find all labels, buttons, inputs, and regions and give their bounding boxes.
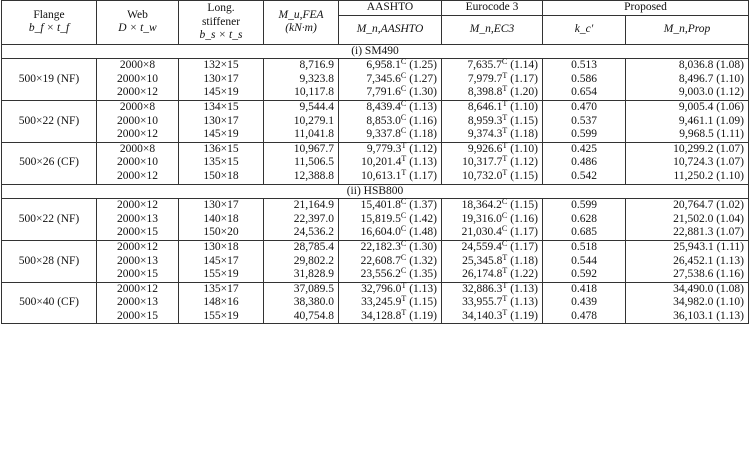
ec3-cell-ratio: (1.18) (510, 254, 538, 267)
aashto-cell-value: 9,337.8 (366, 128, 401, 141)
aashto-cell-value: 15,401.8 (360, 199, 401, 212)
table-row (2, 255, 749, 269)
mu-fea-cell: 11,506.5 (264, 156, 339, 170)
mu-fea-cell: 12,388.8 (264, 170, 339, 184)
aashto-cell-ratio: (1.12) (409, 142, 437, 155)
ec3-cell (442, 128, 543, 142)
web-header-sub: D × t_w (118, 22, 157, 35)
stiffener-cell: 135×15 (179, 156, 264, 170)
flange-cell: 500×40 (CF) (2, 282, 97, 324)
aashto-cell-mode: C (400, 210, 407, 220)
mu-fea-cell: 11,041.8 (264, 128, 339, 142)
ec3-cell (442, 240, 543, 254)
mu-fea-cell: 8,716.9 (264, 59, 339, 73)
table-row (2, 128, 749, 142)
proposed-header: Proposed (543, 1, 749, 16)
kc-cell: 0.470 (543, 100, 626, 114)
ec3-cell-value: 10,732.0 (462, 169, 503, 182)
ec3-cell-mode: T (502, 98, 508, 108)
kc-cell: 0.586 (543, 73, 626, 87)
mu-fea-cell: 22,397.0 (264, 213, 339, 227)
ec3-cell (442, 142, 543, 156)
ec3-cell-value: 32,886.3 (462, 282, 503, 295)
ec3-cell-value: 18,364.2 (461, 199, 502, 212)
stiffener-cell: 145×17 (179, 255, 264, 269)
ec3-cell (442, 70, 543, 87)
ec3-cell-mode: T (502, 307, 508, 317)
stiffener-cell: 134×15 (179, 100, 264, 114)
flange-cell: 500×19 (NF) (2, 59, 97, 101)
aashto-cell (339, 307, 442, 324)
aashto-cell-value: 10,201.4 (361, 156, 402, 169)
web-cell: 2000×13 (97, 255, 179, 269)
section-row (2, 184, 749, 199)
stiffener-header-sub: b_s × t_s (199, 29, 243, 42)
ec3-cell-value: 8,959.3 (467, 114, 503, 127)
table-row (2, 296, 749, 310)
mn-prop-cell: 10,299.2 (1.07) (626, 142, 749, 156)
ec3-cell (442, 282, 543, 296)
aashto-cell-mode: C (400, 238, 407, 248)
ec3-cell (442, 296, 543, 310)
aashto-cell-value: 15,819.5 (360, 212, 401, 225)
mn-prop-cell: 36,103.1 (1.13) (626, 310, 749, 324)
aashto-cell-ratio: (1.42) (409, 212, 437, 225)
web-header-label: Web (127, 8, 148, 21)
web-cell: 2000×10 (97, 115, 179, 129)
table-row (2, 310, 749, 324)
kc-cell: 0.542 (543, 170, 626, 184)
ec3-cell (442, 167, 543, 184)
mu-fea-cell: 29,802.2 (264, 255, 339, 269)
aashto-cell-mode: T (401, 280, 407, 290)
aashto-cell (339, 268, 442, 282)
ec3-cell-value: 25,345.8 (462, 254, 503, 267)
aashto-cell-mode: C (400, 252, 407, 262)
ec3-cell-mode: C (501, 57, 508, 67)
aashto-cell (339, 296, 442, 310)
aashto-cell-ratio: (1.30) (409, 86, 437, 99)
aashto-cell-ratio: (1.15) (409, 296, 437, 309)
ec3-cell-ratio: (1.17) (510, 226, 538, 239)
web-cell: 2000×13 (97, 213, 179, 227)
mn-prop-cell: 26,452.1 (1.13) (626, 255, 749, 269)
web-header (97, 1, 179, 45)
mn-prop-cell: 8,496.7 (1.10) (626, 73, 749, 87)
kc-cell: 0.628 (543, 213, 626, 227)
table-row (2, 156, 749, 170)
section-title: (ii) HSB800 (2, 184, 749, 199)
web-cell: 2000×15 (97, 310, 179, 324)
mn-prop-cell: 9,968.5 (1.11) (626, 128, 749, 142)
aashto-cell-mode: T (401, 154, 407, 164)
ec3-cell-ratio: (1.14) (510, 59, 538, 72)
table-row (2, 199, 749, 213)
aashto-cell-ratio: (1.13) (409, 156, 437, 169)
mn-prop-cell: 11,250.2 (1.10) (626, 170, 749, 184)
aashto-cell-value: 9,779.3 (366, 142, 402, 155)
ec3-cell (442, 59, 543, 73)
aashto-cell-mode: C (400, 84, 407, 94)
ec3-cell-mode: T (502, 126, 508, 136)
web-cell: 2000×8 (97, 59, 179, 73)
aashto-cell (339, 128, 442, 142)
web-cell: 2000×10 (97, 156, 179, 170)
web-cell: 2000×12 (97, 86, 179, 100)
ec3-cell-value: 9,374.3 (467, 128, 503, 141)
table-row (2, 213, 749, 227)
ec3-cell-mode: T (502, 167, 508, 177)
ec3-cell-ratio: (1.15) (510, 169, 538, 182)
aashto-cell (339, 100, 442, 114)
stiffener-cell: 135×17 (179, 282, 264, 296)
aashto-cell-ratio: (1.30) (409, 240, 437, 253)
mu-fea-cell: 10,279.1 (264, 115, 339, 129)
aashto-cell (339, 59, 442, 73)
aashto-cell-value: 16,604.0 (360, 226, 401, 239)
ec3-cell-mode: T (502, 252, 508, 262)
aashto-cell-mode: T (401, 307, 407, 317)
mu-fea-header (264, 1, 339, 45)
flange-header (2, 1, 97, 45)
flange-cell: 500×26 (CF) (2, 142, 97, 184)
stiffener-cell: 150×18 (179, 170, 264, 184)
web-cell: 2000×15 (97, 268, 179, 282)
aashto-cell-mode: C (400, 224, 407, 234)
ec3-cell-ratio: (1.10) (510, 142, 538, 155)
aashto-cell (339, 210, 442, 227)
kc-cell: 0.478 (543, 310, 626, 324)
eurocode-sub-header: M_n,EC3 (442, 15, 543, 44)
table-row (2, 226, 749, 240)
mu-fea-cell: 9,544.4 (264, 100, 339, 114)
ec3-cell-mode: T (502, 266, 508, 276)
table-row (2, 268, 749, 282)
aashto-cell-value: 8,853.0 (366, 114, 401, 127)
ec3-cell-ratio: (1.12) (510, 156, 538, 169)
table-row (2, 282, 749, 296)
web-cell: 2000×8 (97, 142, 179, 156)
aashto-cell-mode: T (401, 140, 407, 150)
aashto-cell-ratio: (1.37) (409, 199, 437, 212)
aashto-sub-header: M_n,AASHTO (339, 15, 442, 44)
ec3-cell-mode: T (502, 280, 508, 290)
flange-cell: 500×22 (NF) (2, 100, 97, 142)
flange-cell: 500×28 (NF) (2, 240, 97, 282)
mn-prop-cell: 21,502.0 (1.04) (626, 213, 749, 227)
aashto-cell-mode: T (401, 167, 407, 177)
table-row (2, 73, 749, 87)
web-cell: 2000×10 (97, 73, 179, 87)
stiffener-cell: 145×19 (179, 128, 264, 142)
kc-cell: 0.439 (543, 296, 626, 310)
stiffener-cell: 130×17 (179, 73, 264, 87)
aashto-cell-value: 22,182.3 (360, 240, 401, 253)
ec3-cell (442, 100, 543, 114)
table-row (2, 59, 749, 73)
aashto-cell (339, 70, 442, 87)
flange-header-label: Flange (33, 8, 65, 21)
aashto-cell-mode: C (400, 98, 407, 108)
ec3-cell-value: 21,030.4 (461, 226, 502, 239)
mu-fea-cell: 10,117.8 (264, 86, 339, 100)
mu-fea-cell: 37,089.5 (264, 282, 339, 296)
web-cell: 2000×12 (97, 170, 179, 184)
ec3-cell-ratio: (1.22) (510, 268, 538, 281)
ec3-cell-ratio: (1.15) (510, 114, 538, 127)
kc-cell: 0.486 (543, 156, 626, 170)
ec3-cell-value: 34,140.3 (462, 309, 503, 322)
ec3-cell (442, 252, 543, 269)
aashto-cell-mode: C (400, 197, 407, 207)
stiffener-cell: 130×17 (179, 199, 264, 213)
aashto-cell (339, 199, 442, 213)
kc-cell: 0.425 (543, 142, 626, 156)
ec3-cell-ratio: (1.20) (510, 86, 538, 99)
web-cell: 2000×12 (97, 199, 179, 213)
stiffener-cell: 140×18 (179, 213, 264, 227)
aashto-cell-ratio: (1.13) (409, 282, 437, 295)
aashto-cell-value: 10,613.1 (361, 169, 402, 182)
eurocode-header: Eurocode 3 (442, 1, 543, 16)
ec3-cell (442, 86, 543, 100)
aashto-cell-value: 6,958.1 (366, 59, 401, 72)
table-row (2, 240, 749, 254)
aashto-cell-ratio: (1.25) (409, 59, 437, 72)
kc-cell: 0.599 (543, 199, 626, 213)
aashto-cell-value: 33,245.9 (361, 296, 402, 309)
aashto-cell (339, 282, 442, 296)
mu-fea-cell: 10,967.7 (264, 142, 339, 156)
aashto-cell-ratio: (1.18) (409, 128, 437, 141)
aashto-cell (339, 112, 442, 129)
ec3-cell-ratio: (1.13) (510, 282, 538, 295)
ec3-cell-ratio: (1.18) (510, 128, 538, 141)
kc-cell: 0.518 (543, 240, 626, 254)
stiffener-cell: 145×19 (179, 86, 264, 100)
ec3-cell-value: 26,174.8 (462, 268, 503, 281)
aashto-cell-value: 8,439.4 (366, 100, 401, 113)
kc-cell: 0.418 (543, 282, 626, 296)
mn-prop-cell: 20,764.7 (1.02) (626, 199, 749, 213)
stiffener-cell: 130×17 (179, 115, 264, 129)
web-cell: 2000×15 (97, 226, 179, 240)
aashto-cell-mode: C (400, 70, 407, 80)
ec3-cell-mode: C (501, 197, 508, 207)
kc-header: k_c' (543, 15, 626, 44)
mn-prop-cell: 9,461.1 (1.09) (626, 115, 749, 129)
kc-cell: 0.544 (543, 255, 626, 269)
web-cell: 2000×8 (97, 100, 179, 114)
stiffener-cell: 155×19 (179, 310, 264, 324)
ec3-cell-ratio: (1.10) (510, 100, 538, 113)
ec3-cell-mode: C (501, 210, 508, 220)
kc-cell: 0.654 (543, 86, 626, 100)
aashto-header: AASHTO (339, 1, 442, 16)
ec3-cell-value: 7,979.7 (467, 72, 503, 85)
mn-prop-cell: 22,881.3 (1.07) (626, 226, 749, 240)
kc-cell: 0.685 (543, 226, 626, 240)
ec3-cell (442, 268, 543, 282)
ec3-cell (442, 199, 543, 213)
ec3-cell (442, 156, 543, 170)
aashto-cell-ratio: (1.16) (409, 114, 437, 127)
mn-prop-cell: 9,003.0 (1.12) (626, 86, 749, 100)
kc-cell: 0.592 (543, 268, 626, 282)
mu-fea-cell: 40,754.8 (264, 310, 339, 324)
aashto-cell-mode: C (400, 57, 407, 67)
mn-prop-cell: 27,538.6 (1.16) (626, 268, 749, 282)
ec3-cell-ratio: (1.19) (510, 309, 538, 322)
stiffener-cell: 155×19 (179, 268, 264, 282)
stiffener-cell: 130×18 (179, 240, 264, 254)
aashto-cell (339, 240, 442, 254)
ec3-cell-mode: C (501, 238, 508, 248)
ec3-cell-value: 10,317.7 (462, 156, 503, 169)
ec3-cell-mode: T (502, 112, 508, 122)
aashto-cell (339, 226, 442, 240)
mu-fea-cell: 24,536.2 (264, 226, 339, 240)
ec3-cell (442, 307, 543, 324)
aashto-cell (339, 86, 442, 100)
kc-cell: 0.537 (543, 115, 626, 129)
web-cell: 2000×12 (97, 240, 179, 254)
ec3-cell-ratio: (1.16) (510, 212, 538, 225)
stiffener-header-label: Long. stiffener (201, 1, 241, 28)
ec3-cell-value: 8,398.8 (467, 86, 503, 99)
table-row (2, 142, 749, 156)
stiffener-cell: 132×15 (179, 59, 264, 73)
ec3-cell (442, 112, 543, 129)
ec3-cell-mode: T (502, 294, 508, 304)
mn-prop-cell: 34,490.0 (1.08) (626, 282, 749, 296)
table-body (2, 44, 749, 324)
ec3-cell-mode: T (502, 154, 508, 164)
mn-prop-cell: 8,036.8 (1.08) (626, 59, 749, 73)
ec3-cell-value: 24,559.4 (461, 240, 502, 253)
ec3-cell-value: 19,316.0 (461, 212, 502, 225)
flange-cell: 500×22 (NF) (2, 199, 97, 241)
aashto-cell-mode: T (401, 294, 407, 304)
ec3-cell-ratio: (1.15) (510, 199, 538, 212)
aashto-cell-ratio: (1.48) (409, 226, 437, 239)
aashto-cell-value: 23,556.2 (360, 268, 401, 281)
aashto-cell-value: 7,791.6 (366, 86, 401, 99)
table-row (2, 100, 749, 114)
aashto-cell-ratio: (1.17) (409, 169, 437, 182)
table-row (2, 86, 749, 100)
aashto-cell-value: 34,128.8 (361, 309, 402, 322)
aashto-cell-value: 7,345.6 (366, 72, 401, 85)
mn-prop-cell: 9,005.4 (1.06) (626, 100, 749, 114)
aashto-cell (339, 142, 442, 156)
ec3-cell-ratio: (1.17) (510, 240, 538, 253)
ec3-cell-ratio: (1.13) (510, 296, 538, 309)
ec3-cell-mode: T (502, 70, 508, 80)
aashto-cell-ratio: (1.35) (409, 268, 437, 281)
mu-fea-cell: 38,380.0 (264, 296, 339, 310)
mn-prop-cell: 34,982.0 (1.10) (626, 296, 749, 310)
mn-prop-cell: 25,943.1 (1.11) (626, 240, 749, 254)
flange-header-sub: b_f × t_f (28, 22, 70, 35)
aashto-cell (339, 156, 442, 170)
ec3-cell-value: 7,635.7 (467, 59, 502, 72)
stiffener-cell: 148×16 (179, 296, 264, 310)
table-header (2, 1, 749, 45)
ec3-cell-ratio: (1.17) (510, 72, 538, 85)
stiffener-header (179, 1, 264, 45)
mn-prop-cell: 10,724.3 (1.07) (626, 156, 749, 170)
aashto-cell (339, 252, 442, 269)
ec3-cell (442, 226, 543, 240)
aashto-cell-ratio: (1.32) (409, 254, 437, 267)
mu-fea-header-label: M_u,FEA (278, 8, 324, 21)
aashto-cell-mode: C (400, 126, 407, 136)
ec3-cell (442, 210, 543, 227)
stiffener-cell: 150×20 (179, 226, 264, 240)
aashto-cell-mode: C (400, 112, 407, 122)
table-row (2, 170, 749, 184)
results-table (1, 0, 749, 324)
aashto-cell-ratio: (1.27) (409, 72, 437, 85)
mu-fea-cell: 31,828.9 (264, 268, 339, 282)
mn-prop-header: M_n,Prop (626, 15, 749, 44)
aashto-cell-ratio: (1.19) (409, 309, 437, 322)
section-row (2, 44, 749, 59)
ec3-cell-mode: T (502, 84, 508, 94)
mu-fea-cell: 28,785.4 (264, 240, 339, 254)
table-row (2, 115, 749, 129)
web-cell: 2000×12 (97, 128, 179, 142)
kc-cell: 0.513 (543, 59, 626, 73)
mu-fea-header-unit: (kN·m) (285, 22, 317, 35)
web-cell: 2000×12 (97, 282, 179, 296)
ec3-cell-mode: T (502, 140, 508, 150)
aashto-cell-mode: C (400, 266, 407, 276)
web-cell: 2000×13 (97, 296, 179, 310)
aashto-cell (339, 167, 442, 184)
ec3-cell-value: 9,926.6 (467, 142, 503, 155)
aashto-cell-value: 22,608.7 (360, 254, 401, 267)
aashto-cell-value: 32,796.0 (361, 282, 402, 295)
ec3-cell-mode: C (501, 224, 508, 234)
mu-fea-cell: 21,164.9 (264, 199, 339, 213)
mu-fea-cell: 9,323.8 (264, 73, 339, 87)
kc-cell: 0.599 (543, 128, 626, 142)
section-title: (i) SM490 (2, 44, 749, 59)
ec3-cell-value: 8,646.1 (467, 100, 503, 113)
ec3-cell-value: 33,955.7 (462, 296, 503, 309)
stiffener-cell: 136×15 (179, 142, 264, 156)
aashto-cell-ratio: (1.13) (409, 100, 437, 113)
